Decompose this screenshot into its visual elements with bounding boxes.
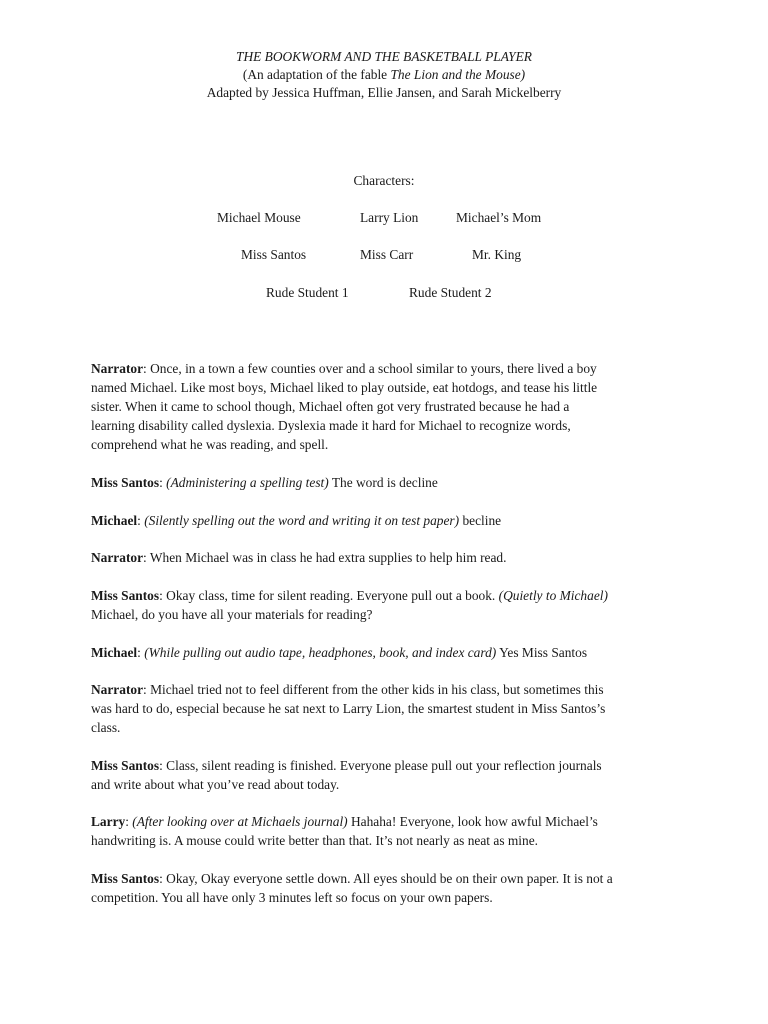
script-line: Michael: (Silently spelling out the word and writing it on test paper) becline <box>91 513 502 528</box>
play-title: THE BOOKWORM AND THE BASKETBALL PLAYER <box>236 49 532 64</box>
script-line <box>91 359 691 454</box>
line-text: was hard to do, especial because he sat next to Larry Lion, the smartest student in Miss Santos’s <box>91 701 606 716</box>
stage-direction: (Quietly to Michael) <box>498 588 608 603</box>
character-rude-student-2: Rude Student 2 <box>409 285 492 300</box>
line-text: : Michael tried not to feel different from the other kids in his class, but sometimes this <box>143 682 604 697</box>
script-line <box>91 680 691 737</box>
script-line: Miss Santos: (Administering a spelling test) The word is decline <box>91 475 438 490</box>
line-text: sister. When it came to school though, Michael often got very frustrated because he had a <box>91 399 570 414</box>
speaker-name: Larry <box>91 814 126 829</box>
line-text: named Michael. Like most boys, Michael liked to play outside, eat hotdogs, and tease his little <box>91 380 598 395</box>
speaker-name: Narrator <box>91 550 144 565</box>
line-text: becline <box>459 513 502 528</box>
title-block <box>0 48 768 102</box>
subtitle-prefix: (An adaptation of the fable <box>242 67 391 82</box>
speaker-name: Narrator <box>91 361 144 376</box>
line-text: : Class, silent reading is finished. Everyone please pull out your reflection journals <box>159 758 602 773</box>
subtitle-fable: The Lion and the Mouse) <box>390 67 526 82</box>
script-line <box>91 756 691 794</box>
stage-direction: (While pulling out audio tape, headphones, book, and index card) <box>144 645 497 660</box>
play-subtitle <box>0 66 768 84</box>
character-mr-king: Mr. King <box>472 247 522 262</box>
speaker-name: Michael <box>91 645 138 660</box>
speaker-name: Miss Santos <box>91 588 160 603</box>
script-line: Michael: (While pulling out audio tape, headphones, book, and index card) Yes Miss Santos <box>91 645 588 660</box>
line-text: Yes Miss Santos <box>496 645 588 660</box>
speaker-name: Miss Santos <box>91 758 160 773</box>
line-text: The word is decline <box>328 475 438 490</box>
line-text: competition. You all have only 3 minutes left so focus on your own papers. <box>91 890 493 905</box>
line-text: Hahaha! Everyone, look how awful Michael’s <box>347 814 598 829</box>
line-text: comprehend what he was reading, and spell. <box>91 437 329 452</box>
character-miss-santos: Miss Santos <box>241 247 307 262</box>
stage-direction: (Administering a spelling test) <box>166 475 329 490</box>
line-text: handwriting is. A mouse could write better than that. It’s not nearly as neat as mine. <box>91 833 538 848</box>
script-line <box>91 869 691 907</box>
script-line <box>91 586 691 624</box>
characters-heading: Characters: <box>353 173 415 188</box>
line-text: : Okay class, time for silent reading. Everyone pull out a book. <box>159 588 499 603</box>
line-text: Michael, do you have all your materials for reading? <box>91 607 373 622</box>
character-rude-student-1: Rude Student 1 <box>266 285 349 300</box>
line-text: learning disability called dyslexia. Dyslexia made it hard for Michael to recognize words, <box>91 418 571 433</box>
character-miss-carr: Miss Carr <box>360 247 414 262</box>
script-line <box>91 548 691 567</box>
line-text: : Okay, Okay everyone settle down. All eyes should be on their own paper. It is not a <box>159 871 613 886</box>
character-michael-mouse: Michael Mouse <box>217 210 301 225</box>
speaker-name: Miss Santos <box>91 871 160 886</box>
line-text: : When Michael was in class he had extra supplies to help him read. <box>143 550 507 565</box>
line-text: and write about what you’ve read about today. <box>91 777 340 792</box>
speaker-name: Michael <box>91 513 138 528</box>
speaker-name: Miss Santos <box>91 475 160 490</box>
line-text: : Once, in a town a few counties over and a school similar to yours, there lived a boy <box>143 361 597 376</box>
stage-direction: (After looking over at Michaels journal) <box>132 814 348 829</box>
adapted-by: Adapted by Jessica Huffman, Ellie Jansen, and Sarah Mickelberry <box>206 85 562 100</box>
speaker-name: Narrator <box>91 682 144 697</box>
script-line: Larry: (After looking over at Michaels journal) Hahaha! Everyone, look how awful Michael’s handwriting is. A mouse could write better than that. It’s not nearly as neat as mine. <box>91 812 691 850</box>
character-larry-lion: Larry Lion <box>360 210 419 225</box>
line-text: class. <box>91 720 121 735</box>
stage-direction: (Silently spelling out the word and writing it on test paper) <box>144 513 460 528</box>
character-michaels-mom: Michael’s Mom <box>456 210 542 225</box>
